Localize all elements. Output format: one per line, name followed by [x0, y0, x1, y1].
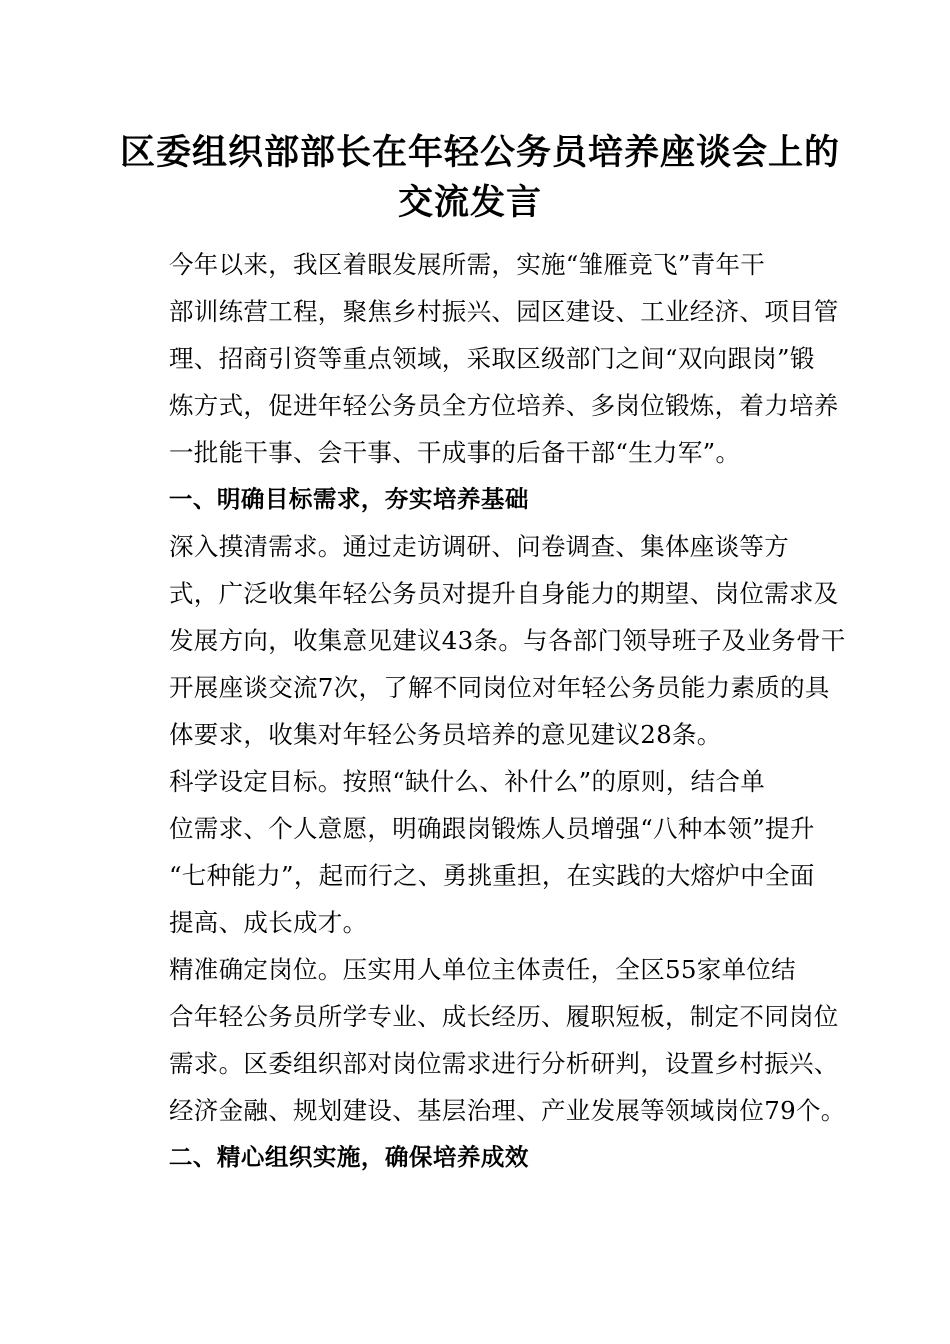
text-line: 精准确定岗位。压实用人单位主体责任，全区55家单位结 [169, 955, 796, 984]
text-line: 科学设定目标。按照“缺什么、补什么”的原则，结合单 [169, 767, 766, 796]
section-heading-2 [120, 1134, 820, 1181]
text-line: 位需求、个人意愿，明确跟岗锻炼人员增强“八种本领”提升 [169, 814, 815, 843]
paragraph-goals [120, 758, 820, 946]
heading-text: 一、明确目标需求，夯实培养基础 [168, 485, 529, 513]
paragraph-needs [120, 523, 846, 758]
text-line: 一批能干事、会干事、干成事的后备干部“生力军”。 [169, 438, 741, 467]
document-body [120, 241, 846, 1181]
text-line: 部训练营工程，聚焦乡村振兴、园区建设、工业经济、项目管 [169, 297, 839, 326]
heading-text: 二、精心组织实施，确保培养成效 [168, 1143, 529, 1171]
title-line-2: 交流发言 [397, 182, 542, 223]
text-line: 提高、成长成才。 [169, 908, 368, 937]
text-line: 发展方向，收集意见建议43条。与各部门领导班子及业务骨干 [169, 626, 846, 655]
text-line: 经济金融、规划建设、基层治理、产业发展等领域岗位79个。 [169, 1096, 846, 1125]
text-line: 式，广泛收集年轻公务员对提升自身能力的期望、岗位需求及 [169, 579, 839, 608]
text-line: 需求。区委组织部对岗位需求进行分析研判，设置乡村振兴、 [169, 1049, 839, 1078]
intro-paragraph [120, 241, 839, 476]
text-line: 理、招商引资等重点领域，采取区级部门之间“双向跟岗”锻 [169, 344, 815, 373]
text-line: “七种能力”，起而行之、勇挑重担，在实践的大熔炉中全面 [169, 861, 815, 890]
text-line: 今年以来，我区着眼发展所需，实施“雏雁竞飞”青年干 [169, 250, 766, 279]
paragraph-positions [120, 946, 846, 1134]
text-line: 体要求，收集对年轻公务员培养的意见建议28条。 [169, 720, 722, 749]
section-heading-1 [120, 476, 820, 523]
text-line: 炼方式，促进年轻公务员全方位培养、多岗位锻炼，着力培养 [169, 391, 839, 420]
title-line-1: 区委组织部部长在年轻公务员培养座谈会上的 [120, 132, 841, 173]
text-line: 合年轻公务员所学专业、成长经历、履职短板，制定不同岗位 [169, 1002, 839, 1031]
text-line: 开展座谈交流7次，了解不同岗位对年轻公务员能力素质的具 [169, 673, 830, 702]
document-title [120, 128, 841, 228]
text-line: 深入摸清需求。通过走访调研、问卷调查、集体座谈等方 [169, 532, 789, 561]
